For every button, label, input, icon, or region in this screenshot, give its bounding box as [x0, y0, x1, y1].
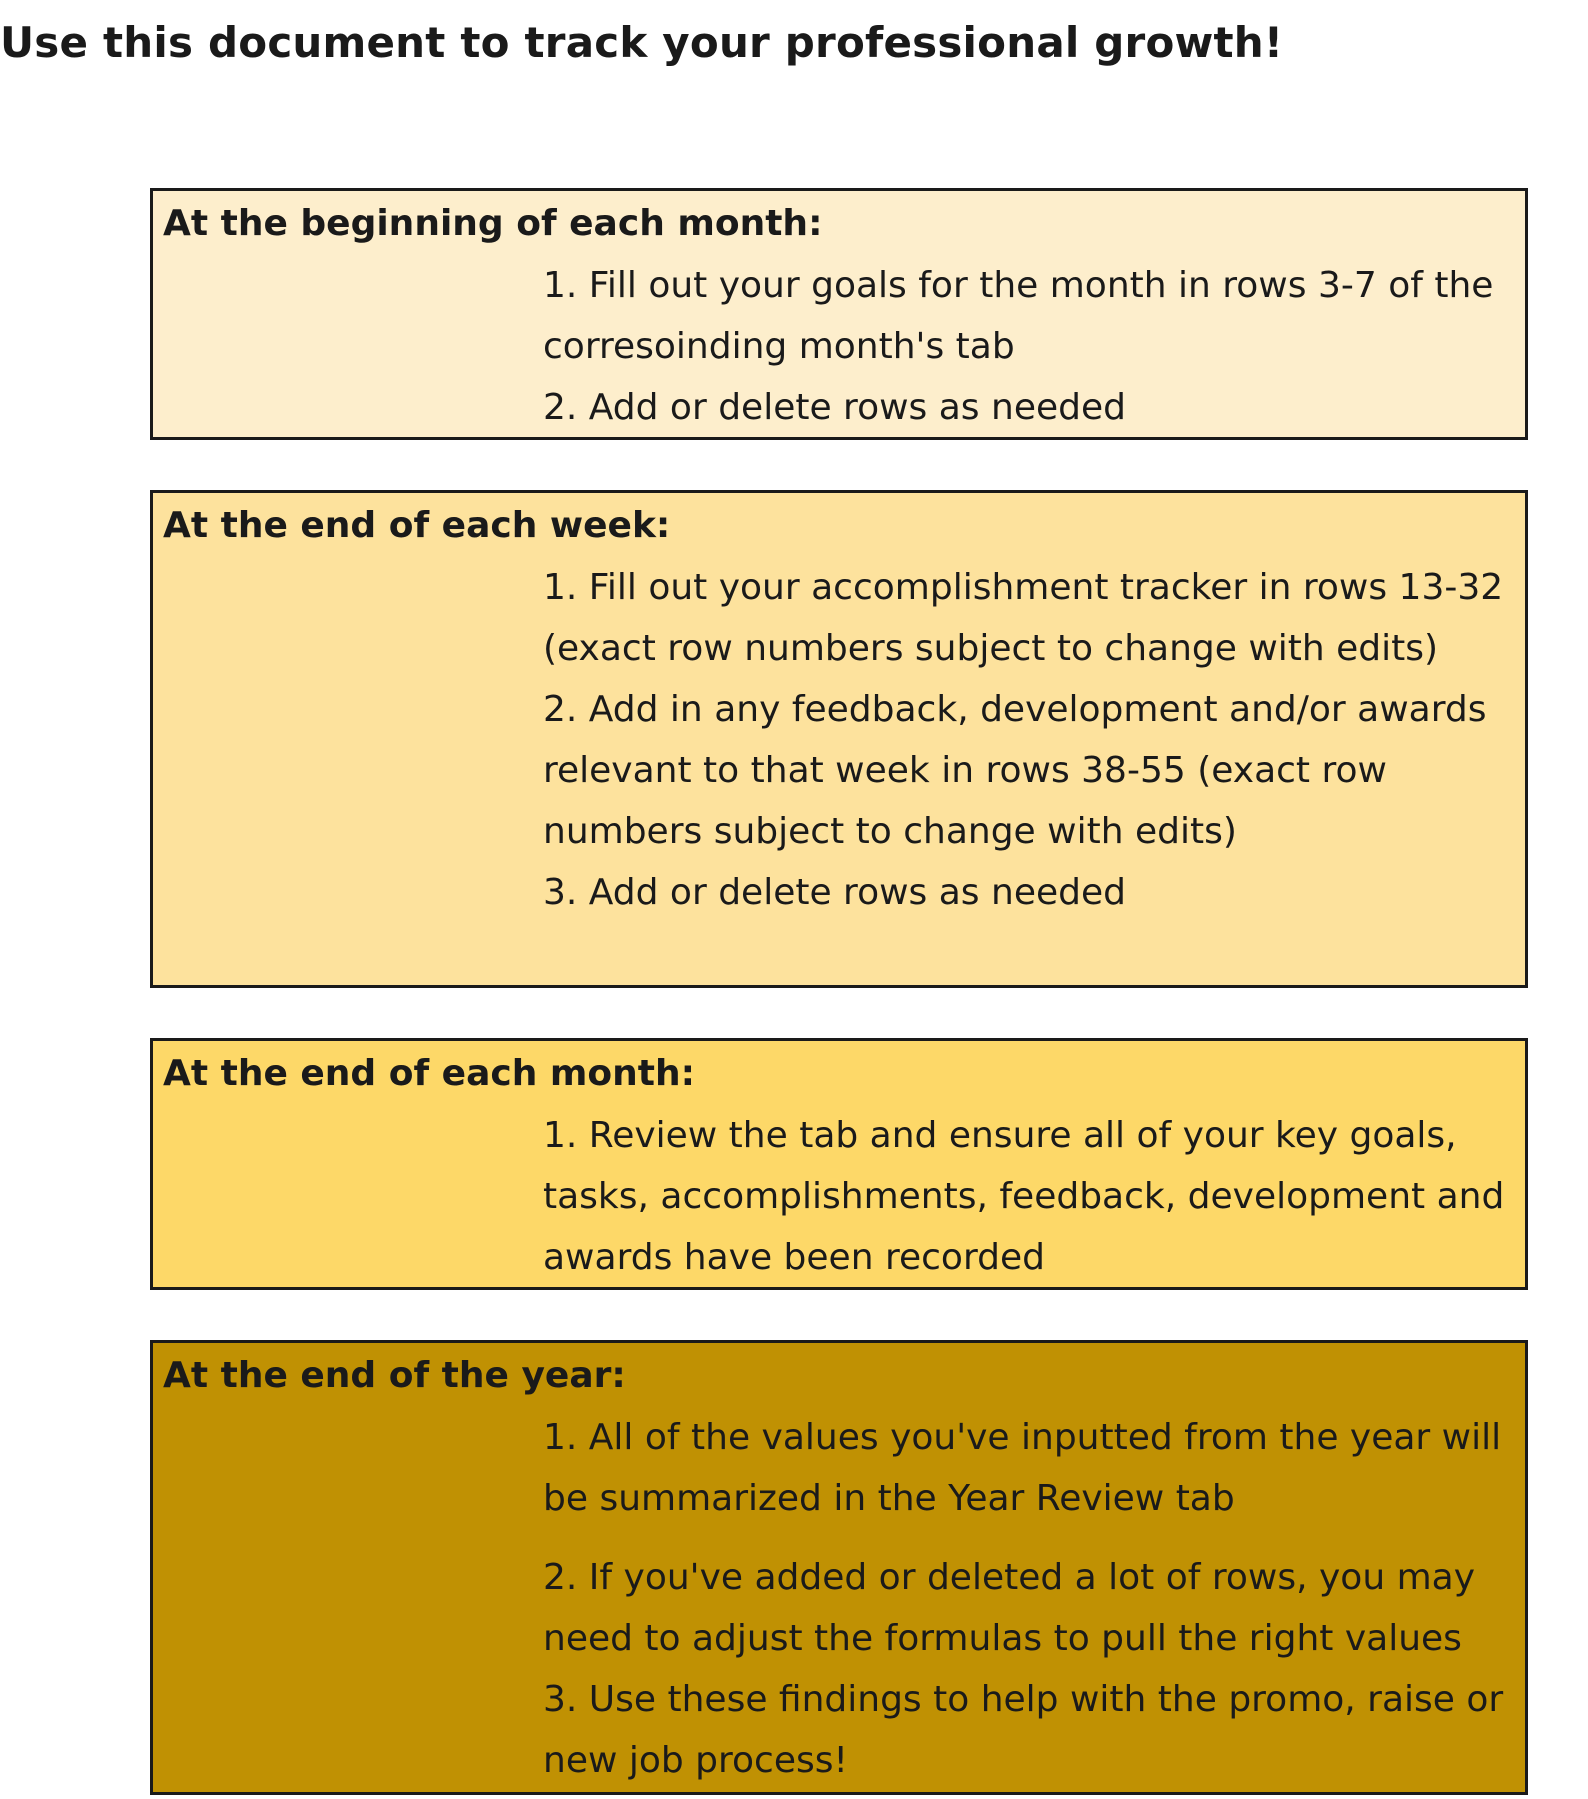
section-month-start [150, 188, 1528, 440]
section-month-end [150, 1038, 1528, 1290]
section-steps [543, 557, 1518, 923]
step-item: 2. Add in any feedback, development and/or awards relevant to that week in rows 38-55 (exact row numbers subject to change with edits) [543, 689, 1487, 852]
section-heading: At the end of each month: [163, 1053, 695, 1094]
page-title: Use this document to track your professional growth! [0, 18, 1284, 67]
section-heading: At the end of each week: [163, 505, 671, 546]
step-item: 3. Use these findings to help with the promo, raise or new job process! [543, 1679, 1504, 1781]
section-year-end [150, 1340, 1528, 1795]
step-item: 1. Fill out your goals for the month in rows 3-7 of the corresoinding month's tab [543, 265, 1494, 367]
section-steps [543, 255, 1518, 438]
step-item: 2. Add or delete rows as needed [543, 387, 1126, 428]
step-item: 1. Fill out your accomplishment tracker in rows 13-32 (exact row numbers subject to change with edits) [543, 567, 1504, 669]
section-steps [543, 1407, 1518, 1791]
section-week-end [150, 490, 1528, 988]
step-item: 2. If you've added or deleted a lot of rows, you may need to adjust the formulas to pull the right values [543, 1557, 1476, 1659]
section-steps [543, 1105, 1518, 1288]
section-heading: At the beginning of each month: [163, 203, 823, 244]
step-item: 1. Review the tab and ensure all of your key goals, tasks, accomplishments, feedback, development and awards have been recorded [543, 1115, 1505, 1278]
step-item: 3. Add or delete rows as needed [543, 872, 1126, 913]
step-item: 1. All of the values you've inputted from the year will be summarized in the Year Review tab [543, 1417, 1502, 1519]
section-heading: At the end of the year: [163, 1355, 626, 1396]
